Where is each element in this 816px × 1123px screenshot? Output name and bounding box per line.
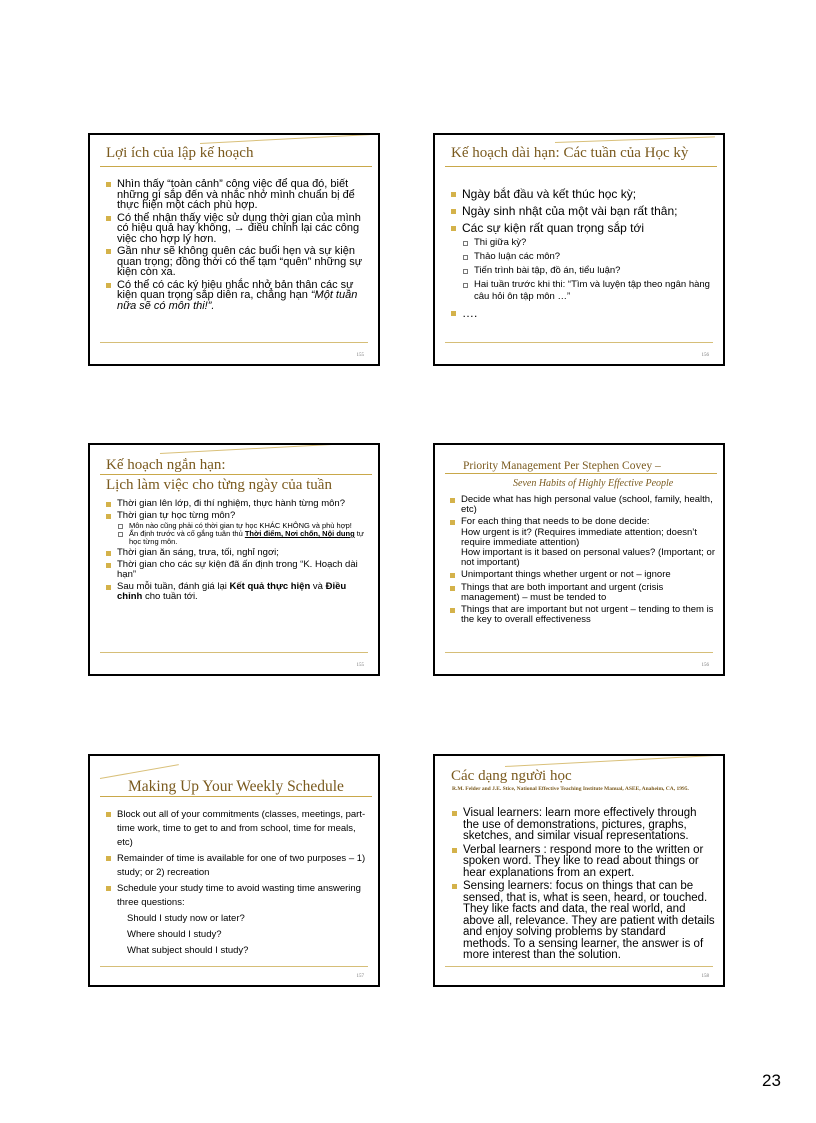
slide-title: Kế hoạch dài hạn: Các tuần của Học kỳ — [451, 145, 689, 161]
slide-title-line2: Lịch làm việc cho từng ngày của tuần — [106, 477, 332, 493]
bullet-list — [105, 808, 367, 960]
slide-157-weekly-schedule — [88, 754, 380, 987]
title-accent-line — [100, 764, 179, 779]
list-item: Remainder of time is available for one of two purposes – 1) study; or 2) recreation — [105, 852, 367, 880]
slide-156-long-term-plan — [433, 133, 725, 366]
question: What subject should I study? — [127, 945, 249, 956]
item-bold-text: Kết quả thực hiện — [229, 581, 311, 592]
item-bold-text: Điều chỉnh — [117, 581, 347, 602]
item-text: How urgent is it? (Requires immediate attention; doesn’t require immediate attention) — [461, 526, 698, 548]
title-accent-line — [200, 134, 370, 144]
item-text: Sau mỗi tuần, đánh giá lại — [117, 581, 230, 592]
page-number: 23 — [762, 1071, 781, 1090]
list-item: Decide what has high personal value (school, family, health, etc) — [449, 495, 717, 515]
list-item: Things that are important but not urgent – tending to them is the key to overall effectiveness — [449, 605, 717, 625]
slide-number: 155 — [356, 353, 364, 358]
slide-title-line1: Priority Management Per Stephen Covey – — [463, 460, 661, 472]
slide-title-line1: Kế hoạch ngắn hạn: — [106, 457, 226, 473]
footer-line — [100, 342, 368, 343]
slide-number: 157 — [356, 974, 364, 979]
slide-title: Making Up Your Weekly Schedule — [128, 778, 344, 795]
slide-155-benefits — [88, 133, 380, 366]
list-item: Visual learners: learn more effectively through the use of demonstrations, pictures, graphs, sketches, and similar visual representations. — [451, 808, 715, 843]
sub-list-item: Tiến trình bài tập, đồ án, tiểu luận? — [462, 265, 715, 277]
item-text: và — [310, 581, 326, 592]
list-item: Ngày sinh nhật của một vài bạn rất thân; — [450, 204, 715, 218]
item-text: How important is it based on personal values? (Important; or not important) — [461, 547, 715, 569]
item-text: Thời gian tự học từng môn? — [117, 510, 236, 521]
slide-156-priority-management — [433, 443, 725, 676]
slide-number: 156 — [701, 353, 709, 358]
list-item: Thời gian lên lớp, đi thí nghiệm, thực hành từng môn? — [105, 499, 367, 509]
title-underline — [100, 166, 372, 167]
list-item: Sensing learners: focus on things that can be sensed, that is, what is seen, heard, or touched. They like facts and data, the real world, and above all, relevance. They are patient with details and enjoy solving problems by standard methods. To a sensing learner, the answer is of more interest than the solution. — [451, 881, 715, 962]
footer-line — [445, 966, 713, 967]
slide-number: 158 — [701, 974, 709, 979]
slide-title: Lợi ích của lập kế hoạch — [106, 145, 254, 161]
sub-list-item: Môn nào cũng phải có thời gian tự học KHÁC KHÔNG và phù hợp! — [117, 522, 367, 530]
question: Where should I study? — [127, 929, 222, 940]
sub-bullet-list — [117, 522, 367, 546]
footer-line — [100, 652, 368, 653]
footer-line — [445, 342, 713, 343]
item-bold-text: Thời điểm, Nơi chốn, Nội dung — [244, 529, 355, 538]
title-accent-line — [505, 755, 715, 767]
title-underline — [100, 474, 372, 475]
list-item: …. — [450, 306, 715, 320]
bullet-list — [105, 179, 367, 313]
item-text: Có thể có các ký hiệu nhắc nhở bản thân các sự kiện quan trọng sắp diễn ra, chẳng hạn — [117, 278, 354, 301]
item-italic-text: “Một tuần nữa sẽ có môn thi!”. — [117, 289, 358, 312]
list-item — [105, 280, 367, 312]
item-text: Schedule your study time to avoid wasting time answering three questions: — [117, 883, 361, 908]
slide-title: Các dạng người học — [451, 768, 572, 784]
bullet-list — [449, 495, 717, 627]
list-item: Thời gian ăn sáng, trưa, tối, nghỉ ngơi; — [105, 548, 367, 558]
title-underline — [100, 796, 372, 797]
list-item: Things that are both important and urgent (crisis management) – must be tended to — [449, 583, 717, 603]
slide-number: 156 — [701, 663, 709, 668]
list-item: Thời gian cho các sự kiện đã ấn định trong “K. Hoạch dài hạn” — [105, 560, 367, 580]
title-underline — [445, 473, 717, 474]
list-item — [105, 582, 367, 602]
footer-line — [100, 966, 368, 967]
list-item — [450, 221, 715, 303]
title-accent-line — [555, 136, 715, 143]
list-item: Nhìn thấy “toàn cảnh” công việc để qua đó, biết những gì sắp đến và nhắc nhở mình chuẩn bị để thực hiện một cách phù hợp. — [105, 179, 367, 211]
question: Should I study now or later? — [127, 913, 245, 924]
list-item: Unimportant things whether urgent or not – ignore — [449, 570, 717, 580]
list-item: Verbal learners : respond more to the written or spoken word. They like to read about things or hear explanations from an expert. — [451, 845, 715, 880]
bullet-list — [451, 808, 715, 964]
slide-title-line2: Seven Habits of Highly Effective People — [513, 478, 674, 489]
footer-line — [445, 652, 713, 653]
item-text: cho tuần tới. — [142, 591, 198, 602]
slide-155-short-term-plan — [88, 443, 380, 676]
sub-list-item: Hai tuần trước khi thi: “Tìm và luyện tập theo ngân hàng câu hỏi ôn tập môn …” — [462, 279, 715, 303]
sub-list-item: Thảo luận các môn? — [462, 251, 715, 263]
sub-list-item: Thi giữa kỳ? — [462, 237, 715, 249]
list-item — [105, 882, 367, 958]
item-text: Các sự kiện rất quan trọng sắp tới — [462, 221, 644, 235]
item-text: tự học từng môn. — [129, 529, 364, 546]
sub-list-item — [117, 530, 367, 546]
title-underline — [445, 166, 717, 167]
citation: R.M. Felder and J.E. Stice, National Effective Teaching Institute Manual, ASEE, Anaheim, CA, 1995. — [452, 786, 689, 792]
list-item: Block out all of your commitments (classes, meetings, part-time work, time to get to and from school, time for meals, etc) — [105, 808, 367, 850]
sub-bullet-list — [462, 237, 715, 303]
list-item: Có thể nhận thấy việc sử dụng thời gian của mình có hiệu quả hay không, → điều chỉnh lại các công việc cho hợp lý hơn. — [105, 213, 367, 245]
list-item — [449, 517, 717, 568]
slide-158-learner-types — [433, 754, 725, 987]
list-item — [105, 511, 367, 546]
slide-number: 155 — [356, 663, 364, 668]
bullet-list — [105, 499, 367, 604]
bullet-list — [450, 187, 715, 323]
title-accent-line — [160, 443, 370, 454]
item-text: Ấn định trước và cố gắng tuân thủ — [129, 529, 245, 538]
list-item: Ngày bắt đầu và kết thúc học kỳ; — [450, 187, 715, 201]
list-item: Gần như sẽ không quên các buổi hẹn và sự kiện quan trọng; đồng thời có thể tạm “quên” những sự kiện còn xa. — [105, 246, 367, 278]
item-text: For each thing that needs to be done decide: — [461, 516, 650, 528]
